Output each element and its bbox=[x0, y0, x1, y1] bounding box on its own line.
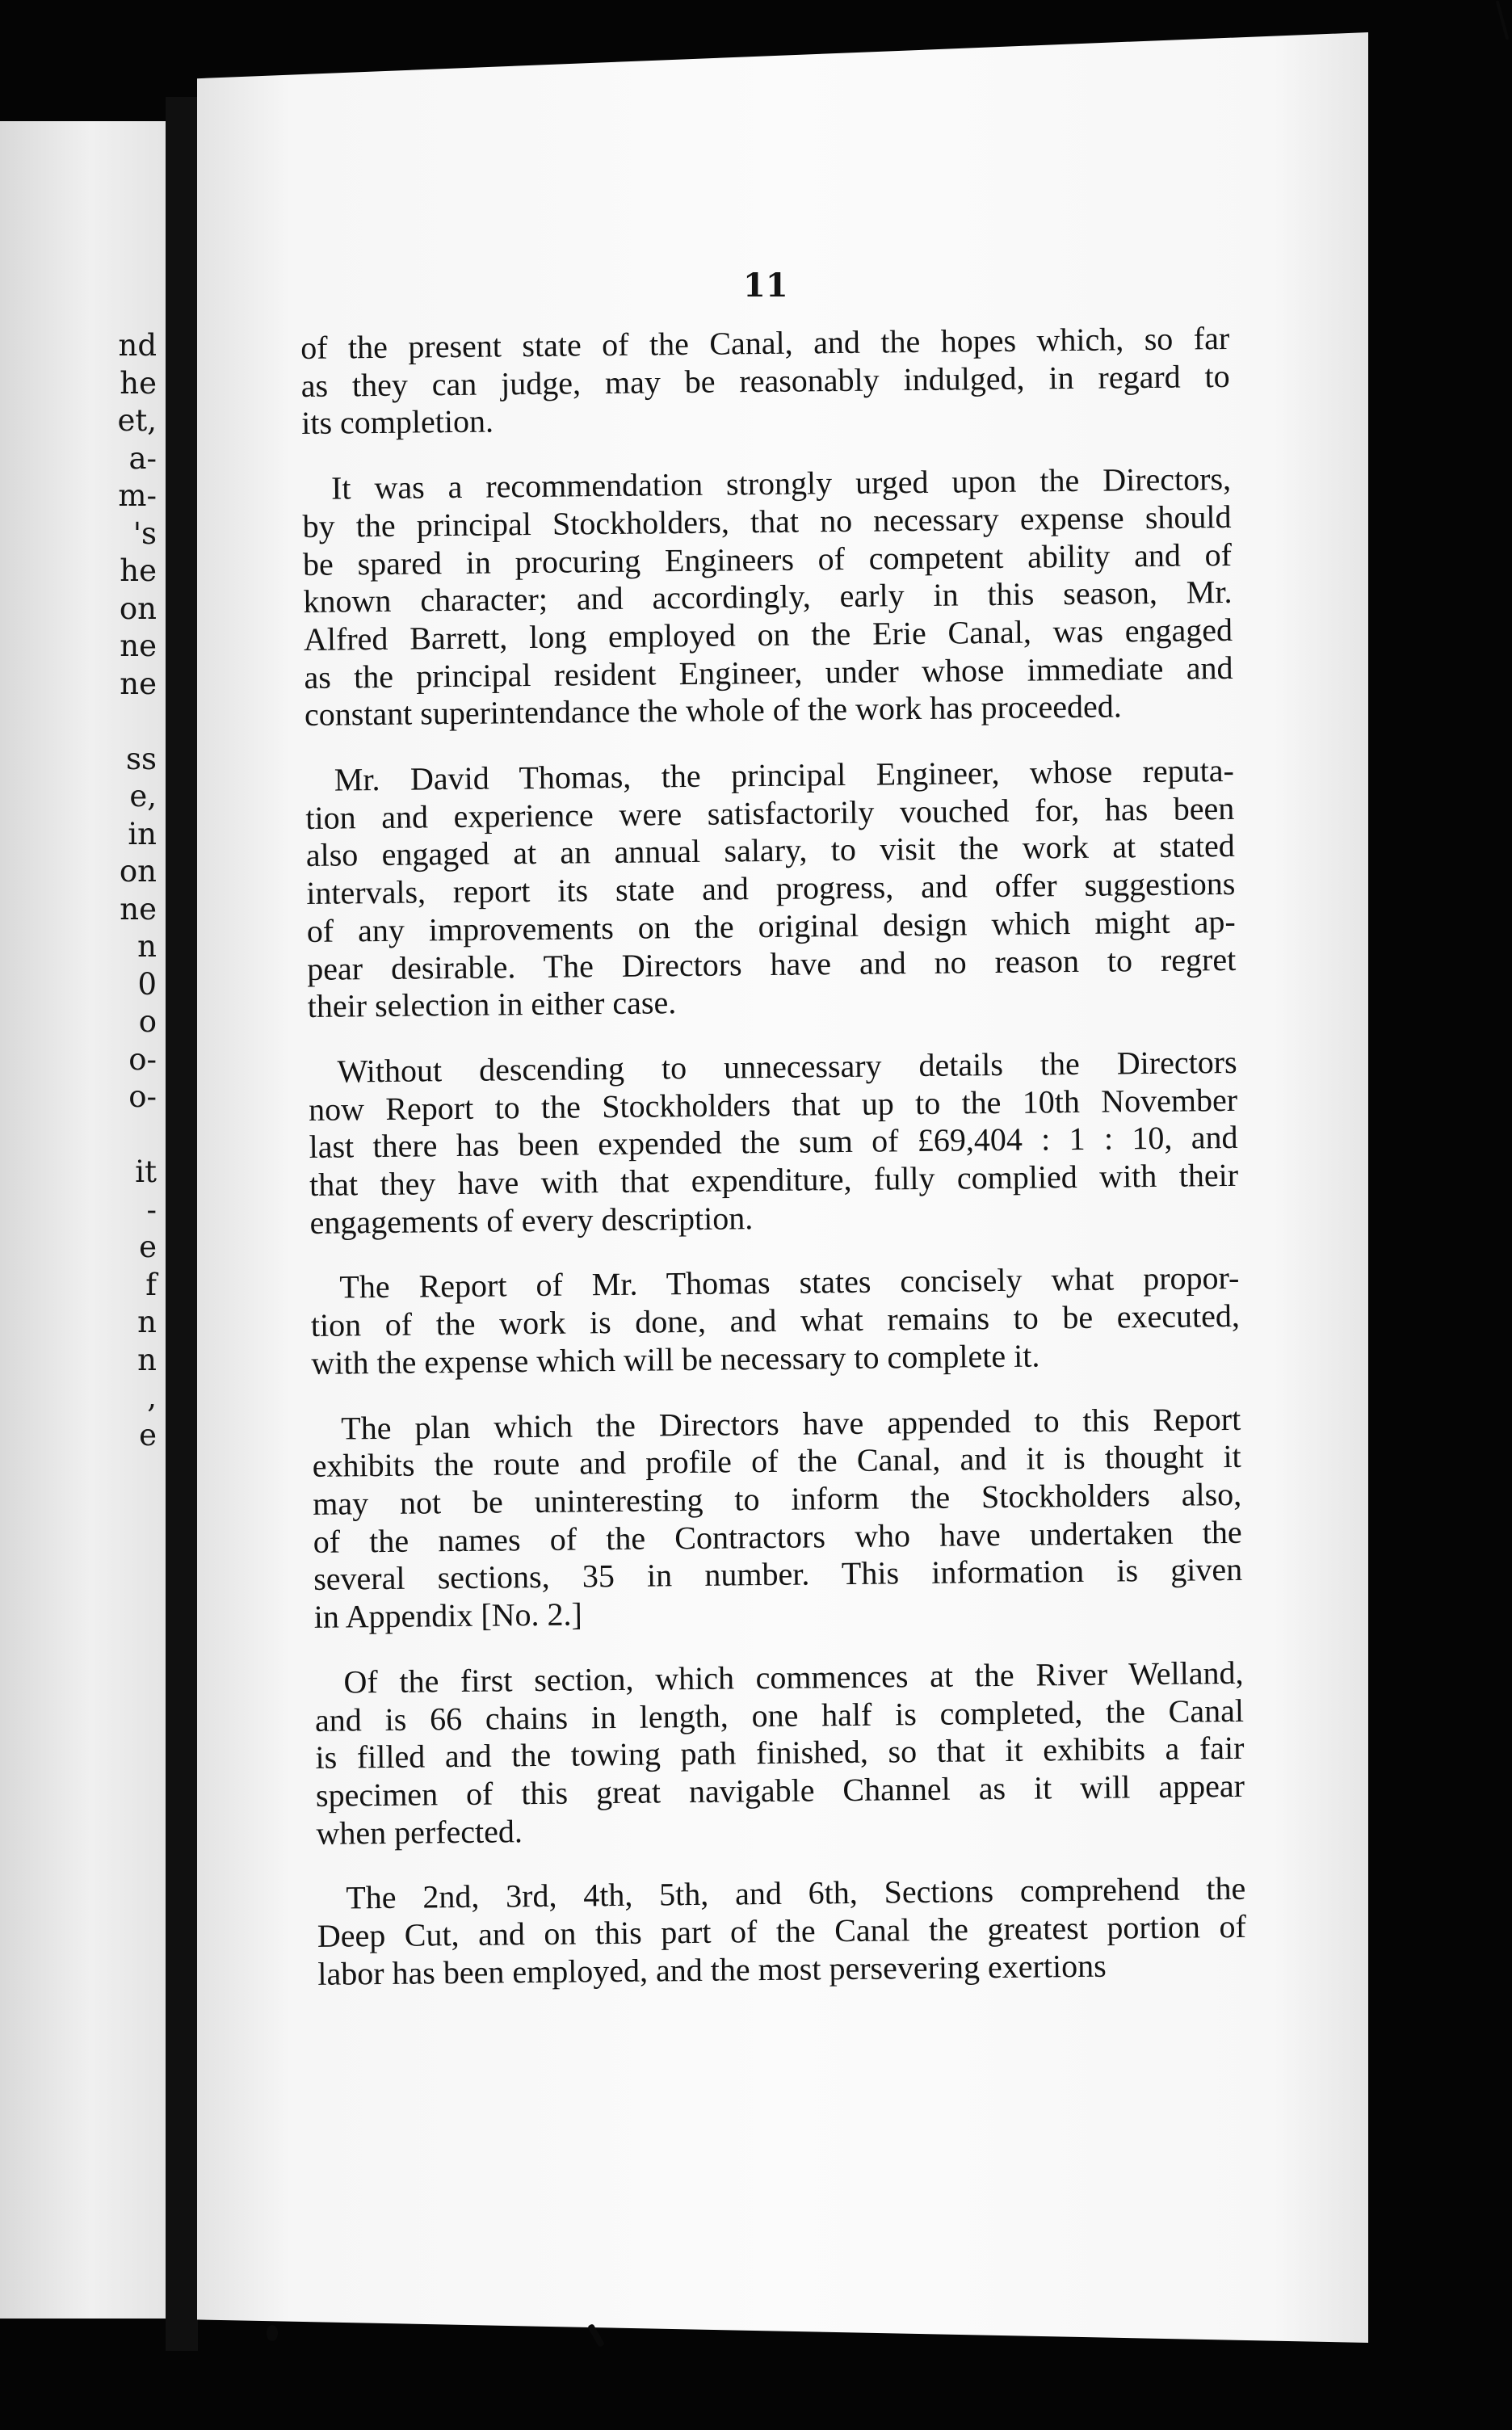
previous-page-edge bbox=[0, 121, 166, 2319]
text-line: constant superintendance the whole of the work has proceeded. bbox=[304, 687, 1123, 734]
previous-page-fragment: - bbox=[146, 1192, 157, 1227]
text-line: as they can judge, may be reasonably indulged, in regard to bbox=[300, 357, 1230, 404]
text-line: its completion. bbox=[300, 402, 494, 442]
text-line: The Report of Mr. Thomas states concisely what propor- bbox=[339, 1259, 1240, 1306]
scan-speck bbox=[267, 2325, 278, 2341]
previous-page-fragment: a- bbox=[128, 440, 157, 476]
previous-page-fragment: o bbox=[138, 1004, 157, 1039]
previous-page-fragment: 's bbox=[132, 515, 157, 551]
previous-page-fragment bbox=[0, 703, 162, 741]
previous-page-fragment: et, bbox=[117, 403, 157, 438]
paragraph bbox=[312, 1400, 1243, 1636]
text-line: The plan which the Directors have appended to this Report bbox=[341, 1400, 1241, 1447]
previous-page-fragment: he bbox=[120, 553, 157, 588]
text-line: in Appendix [No. 2.] bbox=[313, 1595, 583, 1636]
previous-page-fragments bbox=[0, 327, 162, 1454]
text-line: of the names of the Contractors who have undertaken the bbox=[313, 1513, 1242, 1560]
text-line: also engaged at an annual salary, to visit the work at stated bbox=[305, 827, 1235, 874]
scan-speck bbox=[1496, 0, 1510, 40]
previous-page-fragment: on bbox=[119, 591, 157, 626]
text-line: last there has been expended the sum of £69,404 : 1 : 10, and bbox=[309, 1119, 1238, 1166]
previous-page-fragment: e bbox=[139, 1417, 157, 1453]
previous-page-fragment: m- bbox=[118, 478, 157, 513]
page-number: 11 bbox=[743, 267, 788, 305]
text-line: Alfred Barrett, long employed on the Erie Canal, was engaged bbox=[303, 611, 1233, 658]
text-line: Deep Cut, and on this part of the Canal the greatest portion of bbox=[317, 1907, 1246, 1954]
previous-page-fragment: n bbox=[137, 929, 157, 964]
paragraph bbox=[310, 1259, 1240, 1382]
previous-page-fragment: 0 bbox=[137, 966, 157, 1002]
previous-page-fragment: on bbox=[119, 854, 157, 889]
text-line: now Report to the Stockholders that up to the 10th November bbox=[308, 1081, 1238, 1128]
text-line: when perfected. bbox=[316, 1812, 523, 1852]
paragraph bbox=[302, 460, 1233, 734]
text-line: tion and experience were satisfactorily vouched for, has been bbox=[305, 789, 1235, 836]
text-line: intervals, report its state and progress, and offer suggestions bbox=[306, 865, 1236, 912]
text-line: several sections, 35 in number. This information is given bbox=[313, 1551, 1243, 1598]
text-line: exhibits the route and profile of the Canal, and it is thought it bbox=[312, 1438, 1241, 1485]
previous-page-fragment: e, bbox=[129, 779, 157, 814]
text-line: be spared in procuring Engineers of competent ability and of bbox=[302, 536, 1233, 582]
previous-page-fragment: ne bbox=[120, 891, 157, 927]
previous-page-fragment: ne bbox=[120, 629, 157, 663]
previous-page-fragment: nd bbox=[118, 328, 157, 363]
page-body bbox=[300, 320, 1247, 2020]
text-line: their selection in either case. bbox=[307, 984, 677, 1025]
text-line: is filled and the towing path finished, so that it exhibits a fair bbox=[315, 1730, 1245, 1776]
paragraph bbox=[305, 752, 1237, 1026]
book-gutter bbox=[166, 97, 198, 2351]
text-line: with the expense which will be necessary to complete it. bbox=[311, 1337, 1040, 1381]
paragraph bbox=[314, 1654, 1245, 1853]
text-line: of the present state of the Canal, and the hopes which, so far bbox=[300, 319, 1230, 366]
text-line: Without descending to unnecessary details the Directors bbox=[337, 1043, 1237, 1090]
text-line: and is 66 chains in length, one half is completed, the Canal bbox=[314, 1692, 1245, 1738]
previous-page-fragment: in bbox=[128, 816, 157, 851]
text-line: pear desirable. The Directors have and no reason to regret bbox=[307, 940, 1237, 987]
previous-page-fragment: e bbox=[139, 1230, 157, 1264]
text-line: specimen of this great navigable Channel as it will appear bbox=[315, 1767, 1245, 1814]
previous-page-fragment: o- bbox=[128, 1041, 157, 1077]
text-line: labor has been employed, and the most persevering exertions bbox=[317, 1947, 1107, 1992]
previous-page-fragment: ss bbox=[126, 741, 157, 776]
previous-page-fragment: o- bbox=[128, 1079, 157, 1114]
text-line: as the principal resident Engineer, under whose immediate and bbox=[304, 649, 1233, 696]
previous-page-fragment: he bbox=[120, 365, 157, 401]
text-line: It was a recommendation strongly urged upon the Directors, bbox=[330, 460, 1232, 507]
previous-page-fragment: n bbox=[137, 1342, 157, 1377]
previous-page-fragment: n bbox=[137, 1305, 157, 1339]
text-line: of any improvements on the original design which might ap- bbox=[306, 902, 1236, 949]
text-line: tion of the work is done, and what remains to be executed, bbox=[310, 1297, 1241, 1344]
previous-page-fragment: ne bbox=[120, 666, 157, 701]
previous-page-fragment: f bbox=[145, 1267, 157, 1302]
text-line: The 2nd, 3rd, 4th, 5th, and 6th, Sections comprehend the bbox=[346, 1870, 1246, 1916]
text-line: that they have with that expenditure, fully complied with their bbox=[309, 1156, 1239, 1204]
previous-page-fragment: , bbox=[147, 1380, 157, 1415]
previous-page-fragment: it bbox=[135, 1154, 157, 1189]
paragraph bbox=[308, 1044, 1238, 1242]
text-line: Mr. David Thomas, the principal Engineer, whose reputa- bbox=[334, 751, 1235, 798]
text-line: may not be uninteresting to inform the Stockholders also, bbox=[312, 1475, 1242, 1522]
text-line: by the principal Stockholders, that no necessary expense should bbox=[302, 498, 1232, 544]
paragraph bbox=[317, 1870, 1246, 1993]
text-line: known character; and accordingly, early in this season, Mr. bbox=[303, 574, 1233, 620]
previous-page-fragment bbox=[0, 1116, 162, 1154]
paragraph bbox=[300, 320, 1230, 443]
text-line: engagements of every description. bbox=[309, 1199, 754, 1241]
text-line: Of the first section, which commences at the River Welland, bbox=[343, 1654, 1244, 1701]
